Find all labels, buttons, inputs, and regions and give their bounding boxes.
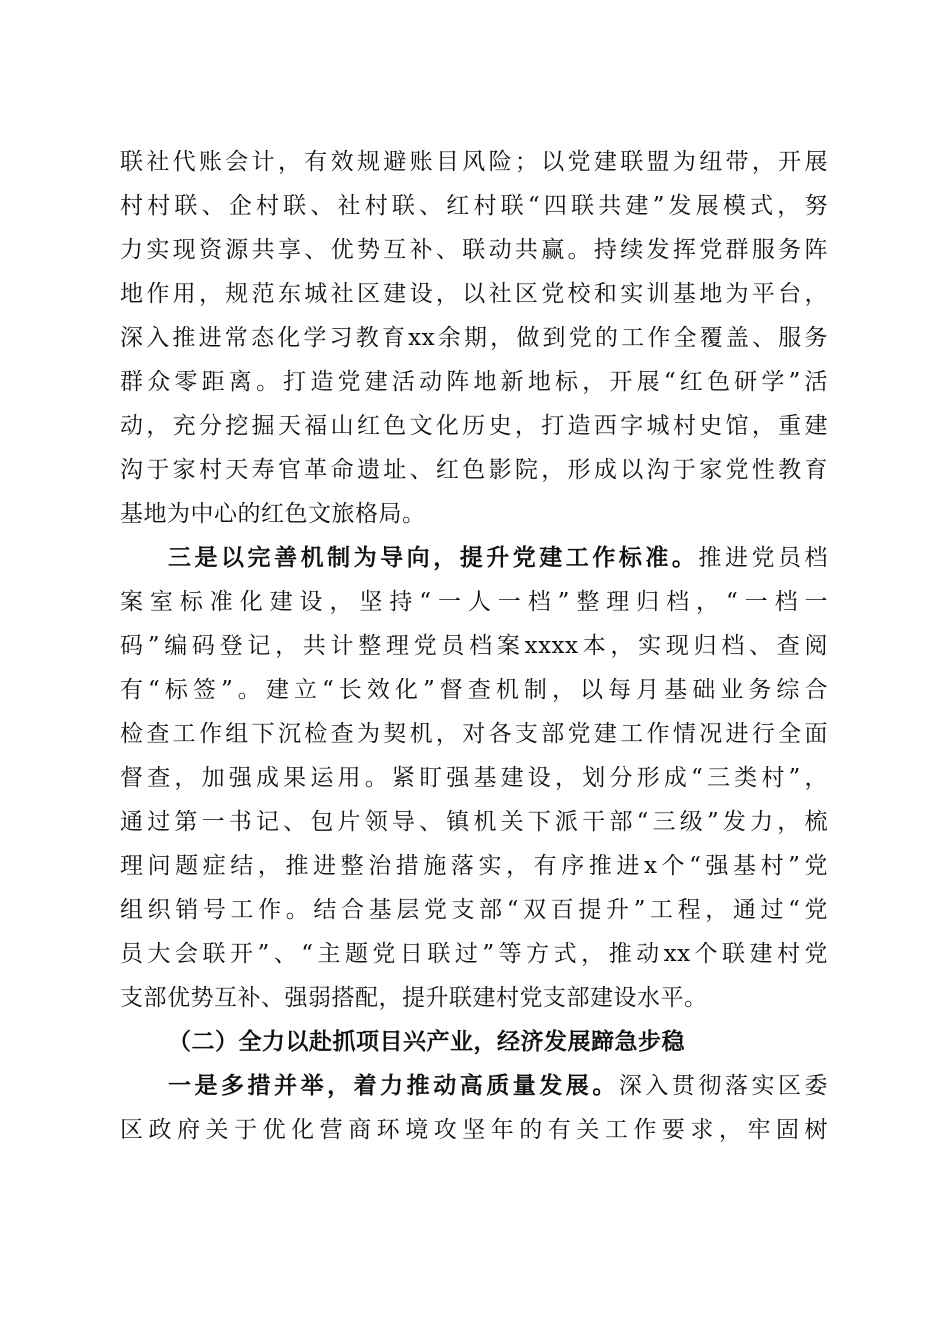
paragraph-line: 通过第一书记、包片领导、镇机关下派干部“三级”发力，梳: [120, 809, 828, 835]
paragraph-line: 区政府关于优化营商环境攻坚年的有关工作要求，牢固树: [120, 1117, 828, 1143]
paragraph-line: 深入推进常态化学习教育xx余期，做到党的工作全覆盖、服务: [120, 325, 828, 351]
paragraph-line: 群众零距离。打造党建活动阵地新地标，开展“红色研学”活: [120, 369, 828, 395]
paragraph-line: 码”编码登记，共计整理党员档案xxxx本，实现归档、查阅: [120, 633, 828, 659]
section-heading: （二）全力以赴抓项目兴产业，经济发展蹄急步稳: [168, 1028, 685, 1055]
paragraph-line: 动，充分挖掘天福山红色文化历史，打造西字城村史馆，重建: [120, 413, 828, 439]
paragraph-line: [120, 1064, 828, 1108]
paragraph-line: 督查，加强成果运用。紧盯强基建设，划分形成“三类村”，: [120, 765, 828, 791]
paragraph-line: 员大会联开”、“主题党日联过”等方式，推动xx个联建村党: [120, 941, 828, 967]
paragraph-line: 联社代账会计，有效规避账目风险；以党建联盟为纽带，开展: [120, 149, 828, 175]
paragraph-line: 地作用，规范东城社区建设，以社区党校和实训基地为平台，: [120, 281, 828, 307]
paragraph-line: [120, 536, 828, 580]
paragraph-line: 村村联、企村联、社村联、红村联“四联共建”发展模式，努: [120, 193, 828, 219]
paragraph-line: 理问题症结，推进整治措施落实，有序推进x个“强基村”党: [120, 853, 828, 879]
paragraph-text: 推进党员档: [698, 545, 829, 571]
paragraph-lead: 三是以完善机制为导向，提升党建工作标准。: [168, 544, 699, 571]
paragraph-line: 基地为中心的红色文旅格局。: [120, 501, 426, 527]
paragraph-line: 沟于家村天寿官革命遗址、红色影院，形成以沟于家党性教育: [120, 457, 828, 483]
paragraph-lead: 一是多措并举，着力推动高质量发展。: [168, 1072, 619, 1099]
paragraph-line: 力实现资源共享、优势互补、联动共赢。持续发挥党群服务阵: [120, 237, 828, 263]
paragraph-line: 支部优势互补、强弱搭配，提升联建村党支部建设水平。: [120, 985, 708, 1011]
paragraph-line: 检查工作组下沉检查为契机，对各支部党建工作情况进行全面: [120, 721, 828, 747]
paragraph-line: 有“标签”。建立“长效化”督查机制，以每月基础业务综合: [120, 677, 828, 703]
document-body: [120, 140, 828, 1152]
paragraph-line: 案室标准化建设，坚持“一人一档”整理归档，“一档一: [120, 589, 828, 615]
paragraph-text: 深入贯彻落实区委: [618, 1073, 829, 1099]
paragraph-line: 组织销号工作。结合基层党支部“双百提升”工程，通过“党: [120, 897, 828, 923]
